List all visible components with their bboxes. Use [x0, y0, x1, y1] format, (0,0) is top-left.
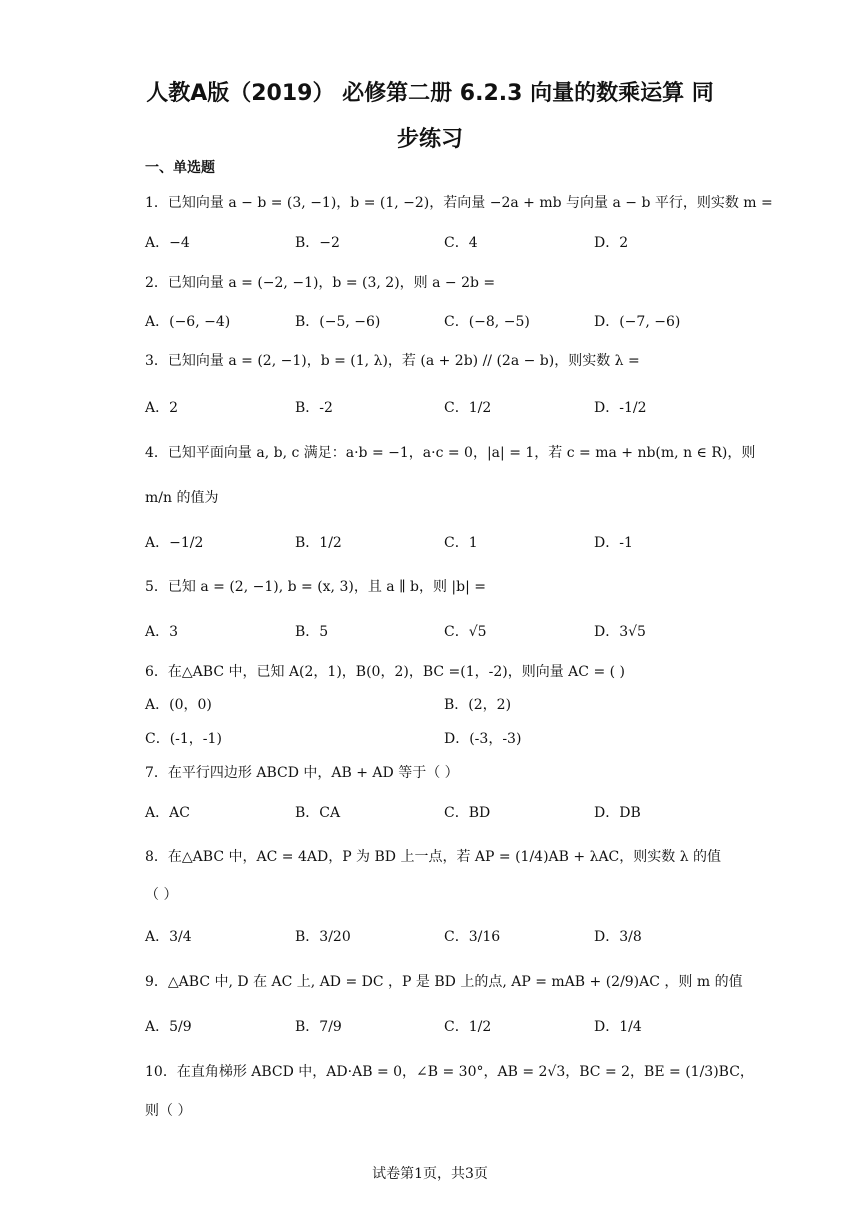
question-1-option-a: A．−4	[145, 235, 190, 251]
question-8-option-a: A．3/4	[145, 929, 192, 945]
question-4-option-a: A．−1/2	[145, 535, 204, 551]
question-2-option-d: D．(−7, −6)	[594, 314, 681, 330]
question-8-option-d: D．3/8	[594, 929, 642, 945]
question-9: 9．△ABC 中, D 在 AC 上, AD = DC ，P 是 BD 上的点, AP = mAB + (2/9)AC ，则 m 的值	[145, 974, 743, 990]
question-4-option-d: D．-1	[594, 535, 633, 551]
question-9-option-c: C．1/2	[444, 1019, 492, 1035]
question-1-option-d: D．2	[594, 235, 629, 251]
question-2-option-b: B．(−5, −6)	[295, 314, 381, 330]
question-6-option-d: D．(-3，-3)	[444, 731, 522, 747]
question-1: 1．已知向量 a − b = (3, −1)，b = (1, −2)，若向量 −2a + mb 与向量 a − b 平行，则实数 m =	[145, 195, 773, 211]
question-2: 2．已知向量 a = (−2, −1)，b = (3, 2)，则 a − 2b =	[145, 275, 496, 291]
question-2-option-a: A．(−6, −4)	[145, 314, 231, 330]
question-9-option-b: B．7/9	[295, 1019, 342, 1035]
question-3: 3．已知向量 a = (2, −1)，b = (1, λ)，若 (a + 2b) // (2a − b)，则实数 λ =	[145, 353, 640, 369]
question-5: 5．已知 a = (2, −1), b = (x, 3)，且 a ∥ b，则 |b| =	[145, 579, 486, 595]
question-5-option-b: B．5	[295, 624, 329, 640]
question-4-option-b: B．1/2	[295, 535, 342, 551]
question-3-option-c: C．1/2	[444, 400, 492, 416]
question-6-option-c: C．(-1，-1)	[145, 731, 222, 747]
question-6-option-b: B．(2，2)	[444, 697, 512, 713]
question-9-option-d: D．1/4	[594, 1019, 642, 1035]
question-8: 8．在△ABC 中，AC = 4AD，P 为 BD 上一点，若 AP = (1/4)AB + λAC，则实数 λ 的值	[145, 849, 722, 865]
question-7: 7．在平行四边形 ABCD 中，AB + AD 等于（ ）	[145, 765, 459, 781]
document-title-line2: 步练习	[396, 127, 463, 152]
section-heading: 一、单选题	[145, 160, 215, 176]
question-6: 6．在△ABC 中，已知 A(2，1)，B(0，2)，BC =(1，-2)，则向量 AC = ( )	[145, 664, 626, 680]
question-8-continued: （ ）	[145, 887, 178, 903]
question-5-option-d: D．3√5	[594, 624, 646, 640]
question-5-option-c: C．√5	[444, 624, 487, 640]
question-8-option-b: B．3/20	[295, 929, 351, 945]
question-10-continued: 则（ ）	[145, 1103, 192, 1119]
document-title-line1: 人教A版（2019） 必修第二册 6.2.3 向量的数乘运算 同	[146, 81, 714, 106]
question-7-option-d: D．DB	[594, 805, 641, 821]
question-1-option-b: B．−2	[295, 235, 340, 251]
question-8-option-c: C．3/16	[444, 929, 501, 945]
question-2-option-c: C．(−8, −5)	[444, 314, 530, 330]
question-4-option-c: C．1	[444, 535, 478, 551]
page-footer: 试卷第1页，共3页	[372, 1166, 488, 1182]
question-5-option-a: A．3	[145, 624, 179, 640]
question-9-option-a: A．5/9	[145, 1019, 192, 1035]
question-7-option-a: A．AC	[145, 805, 190, 821]
question-3-option-a: A．2	[145, 400, 179, 416]
question-10: 10．在直角梯形 ABCD 中，AD·AB = 0，∠B = 30°，AB = 2√3，BC = 2，BE = (1/3)BC，	[145, 1064, 754, 1080]
question-4-continued: m/n 的值为	[145, 490, 219, 506]
question-6-option-a: A．(0，0)	[145, 697, 212, 713]
question-7-option-b: B．CA	[295, 805, 341, 821]
question-1-option-c: C．4	[444, 235, 478, 251]
question-3-option-b: B．-2	[295, 400, 333, 416]
question-7-option-c: C．BD	[444, 805, 491, 821]
question-3-option-d: D．-1/2	[594, 400, 647, 416]
question-4: 4．已知平面向量 a, b, c 满足：a·b = −1，a·c = 0，|a| = 1，若 c = ma + nb(m, n ∈ R)，则	[145, 445, 756, 461]
